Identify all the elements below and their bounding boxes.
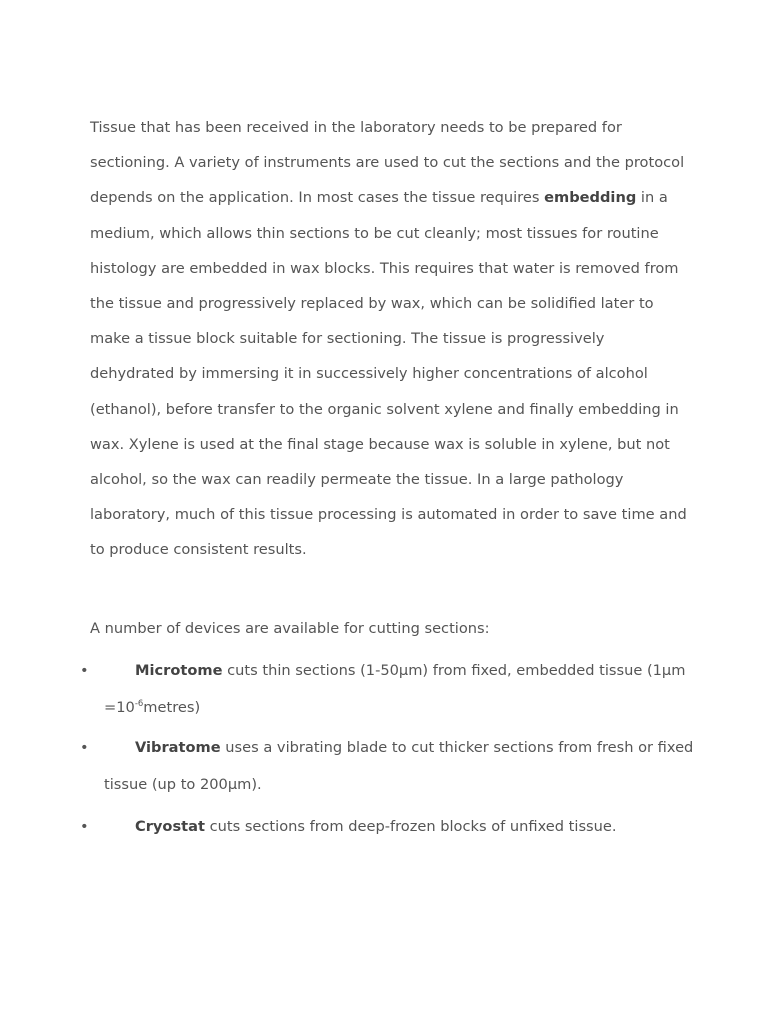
device-term: Microtome (135, 662, 223, 679)
bullet-icon: • (80, 818, 89, 835)
device-description: uses a vibrating blade to cut thicker sections from fresh or fixed tissue (up to 200µm). (104, 739, 694, 793)
list-item-text (104, 653, 694, 726)
exponent: -6 (134, 698, 144, 709)
bullet-icon: • (80, 662, 89, 679)
device-term: Cryostat (135, 818, 205, 835)
main-paragraph-text-1: Tissue that has been received in the laboratory needs to be prepared for sectioning. A variety of instruments are used to cut the sections and the protocol depends on the application. In most cases the tissue requires (90, 119, 685, 207)
device-term: Vibratome (135, 739, 221, 756)
bullet-icon: • (80, 739, 89, 756)
list-item-text (104, 730, 694, 803)
main-paragraph (90, 110, 690, 568)
embedding-term: embedding (544, 189, 637, 207)
device-description-tail: metres) (143, 698, 201, 716)
main-paragraph-text-2: in a medium, which allows thin sections to be cut cleanly; most tissues for routine histology are embedded in wax blocks. This requires that water is removed from the tissue and progressively replaced by wax, which can be solidified later to make a tissue block suitable for sectioning. The tissue is progressively dehydrated by immersing it in successively higher concentrations of alcohol (ethanol), before transfer to the organic solvent xylene and finally embedding in wax. Xylene is used at the final stage because wax is soluble in xylene, but not alcohol, so the wax can readily permeate the tissue. In a large pathology laboratory, much of this tissue processing is automated in order to save time and to produce consistent results. (90, 189, 687, 559)
list-item-text (104, 809, 694, 846)
devices-intro: A number of devices are available for cutting sections: (90, 620, 490, 637)
device-description: cuts thin sections (1-50µm) from fixed, embedded tissue (1µm =10 (104, 662, 686, 716)
device-description: cuts sections from deep-frozen blocks of unfixed tissue. (204, 818, 617, 835)
